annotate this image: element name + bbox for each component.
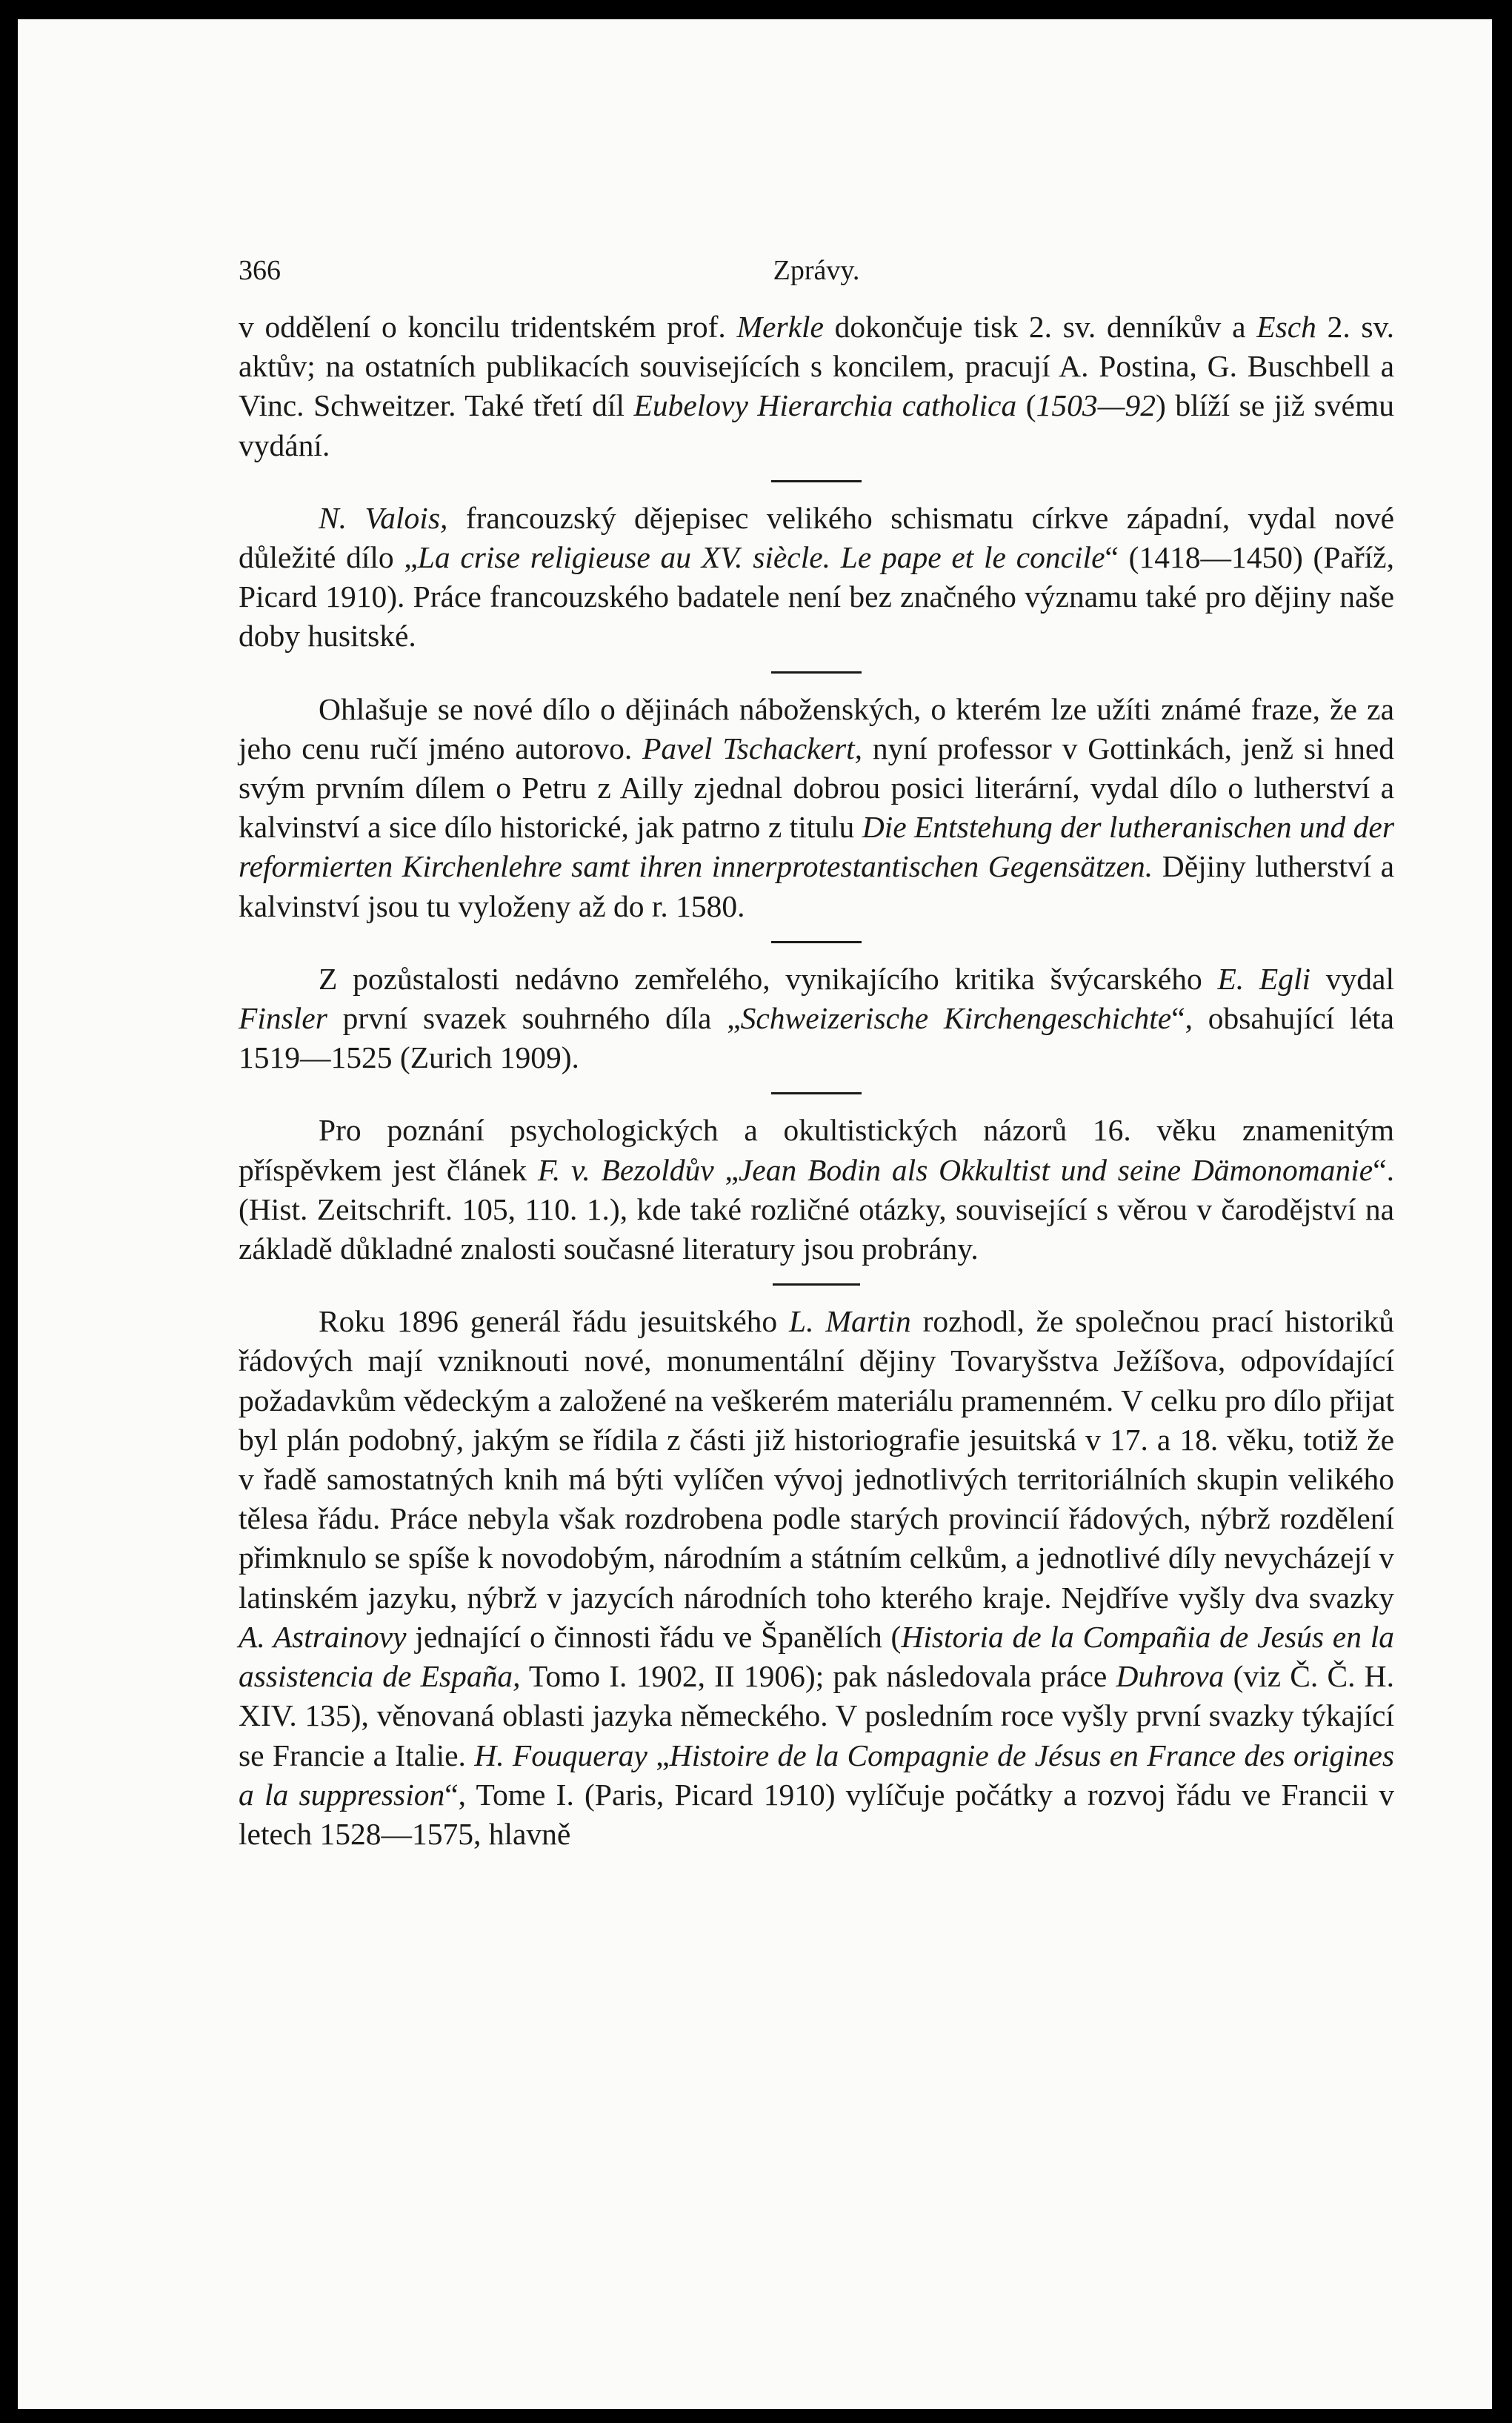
work-title: Historia de la Compañia de Jesús en la assistencia de España, <box>239 1619 1394 1694</box>
text-run: (viz Č. Č. H. XIV. 135), věnovaná oblasti jazyka německého. V posledním roce vyšly první svazky týkající se Francie a Italie. <box>239 1659 1394 1772</box>
text-run: “ (1418—1450) (Paříž, Picard 1910). Práce francouzského badatele není bez značného významu také pro dějiny naše doby husitské. <box>239 540 1394 654</box>
text-run: rozhodl, že společnou prací historiků řádových mají vzniknouti nové, monumentální dějiny Tovaryšstva Ježíšova, odpovídající požadavkům vědeckým a založené na veškerém materiálu pramenném. V celku pro dílo přijat byl plán podobný, jakým se řídila z části již historiografie jesuitská v 17. a 18. věku, totiž že v řadě samostatných knih má býti vylíčen vývoj jednotlivých territoriálních skupin velikého tělesa řádu. Práce nebyla však rozdrobena podle starých provincií řádových, nýbrž rozdělení přimknulo se spíše k novodobým, národním a státním celkům, a jednotlivé díly nevycházejí v latinském jazyku, nýbrž v jazycích národních toho kterého kraje. Nejdříve vyšly dva svazky <box>239 1304 1394 1615</box>
work-title: Histoire de la Compagnie de Jésus en France des origines a la suppression <box>239 1738 1394 1812</box>
text-run: Ohlašuje se nové dílo o dějinách náboženských, o kterém lze užíti známé fraze, že za jeho cenu ručí jméno autorovo. <box>239 691 1394 765</box>
text-run: francouzský dějepisec velikého schismatu církve západní, vydal nové důležité dílo „ <box>239 500 1394 575</box>
author-name: Duhrova <box>1116 1659 1225 1694</box>
text-run: dokončuje tisk 2. sv. denníkův a <box>823 310 1257 344</box>
work-title: Jean Bodin als Okkultist und seine Dämonomanie <box>738 1152 1373 1187</box>
section-divider <box>771 1092 862 1094</box>
paragraph-5 <box>239 1111 1394 1269</box>
text-run: “. (Hist. Zeitschrift. 105, 110. 1.), kde také rozličné otázky, související s věrou v čarodějství na základě důkladné znalosti současné literatury jsou probrány. <box>239 1152 1394 1266</box>
year-range: 1503—92 <box>1036 388 1156 423</box>
text-run: ) blíží se již svému vydání. <box>239 388 1395 462</box>
author-name: Finsler <box>239 1001 327 1036</box>
author-name: Esch <box>1256 310 1316 344</box>
text-run: Roku 1896 generál řádu jesuitského <box>319 1304 790 1339</box>
author-name: F. v. Bezoldův <box>537 1152 714 1187</box>
author-name: Merkle <box>736 310 824 344</box>
work-title: Die Entstehung der lutheranischen und der reformierten Kirchenlehre samt ihren innerprotestantischen Gegensätzen. <box>239 810 1394 884</box>
page-number: 366 <box>239 255 281 286</box>
text-run: „ <box>713 1152 739 1187</box>
author-name: E. Egli <box>1217 961 1311 996</box>
author-name: N. Valois, <box>319 500 448 535</box>
section-divider <box>771 480 862 482</box>
text-run: “, obsahující léta 1519—1525 (Zurich 1909). <box>239 1001 1394 1075</box>
author-name: Pavel Tschackert, <box>642 731 863 765</box>
section-divider <box>771 941 862 943</box>
paragraph-6 <box>239 1302 1394 1854</box>
text-run: vydal <box>1310 961 1394 996</box>
text-run: v oddělení o koncilu tridentském prof. <box>239 310 737 344</box>
paragraph-2 <box>239 499 1394 657</box>
author-name: H. Fouqueray <box>474 1738 647 1772</box>
text-run: Z pozůstalosti nedávno zemřelého, vynikajícího kritika švýcarského <box>319 961 1218 996</box>
paragraph-3 <box>239 690 1394 926</box>
section-divider <box>773 1283 860 1286</box>
text-run: Dějiny lutherství a kalvinství jsou tu vyloženy až do r. 1580. <box>239 849 1394 923</box>
work-title: La crise religieuse au XV. siècle. Le pape et le concile <box>417 540 1105 575</box>
text-run: nyní professor v Gottinkách, jenž si hned svým prvním dílem o Petru z Ailly zjednal dobrou posici literární, vydal dílo o lutherství a kalvinství a sice dílo historické, jak patrno z titulu <box>239 731 1394 845</box>
page-header <box>239 248 1394 293</box>
paragraph-4 <box>239 960 1394 1078</box>
text-run: 2. sv. aktův; na ostatních publikacích souvisejících s koncilem, pracují A. Postina, G. Buschbell a Vinc. Schweitzer. Také třetí díl <box>239 310 1394 423</box>
section-divider <box>771 671 862 674</box>
work-title: Schweizerische Kirchengeschichte <box>740 1001 1172 1036</box>
text-run: Pro poznání psychologických a okultistických názorů 16. věku znamenitým příspěvkem jest článek <box>239 1113 1394 1187</box>
work-title: Eubelovy Hierarchia catholica <box>633 388 1017 423</box>
text-run: ( <box>1016 388 1036 423</box>
running-title: Zprávy. <box>773 255 860 286</box>
author-name: L. Martin <box>789 1304 911 1339</box>
text-run: „ <box>647 1738 670 1772</box>
text-run: “, Tome I. (Paris, Picard 1910) vylíčuje počátky a rozvoj řádu ve Francii v letech 1528—1575, hlavně <box>239 1777 1394 1851</box>
body-text <box>239 308 1394 1854</box>
text-run: jednající o činnosti řádu ve Španělích ( <box>406 1619 902 1654</box>
paragraph-1 <box>239 308 1394 465</box>
text-run: Tomo I. 1902, II 1906); pak následovala práce <box>520 1659 1116 1694</box>
author-name: A. Astrainovy <box>239 1619 407 1654</box>
text-run: první svazek souhrného díla „ <box>327 1001 741 1036</box>
